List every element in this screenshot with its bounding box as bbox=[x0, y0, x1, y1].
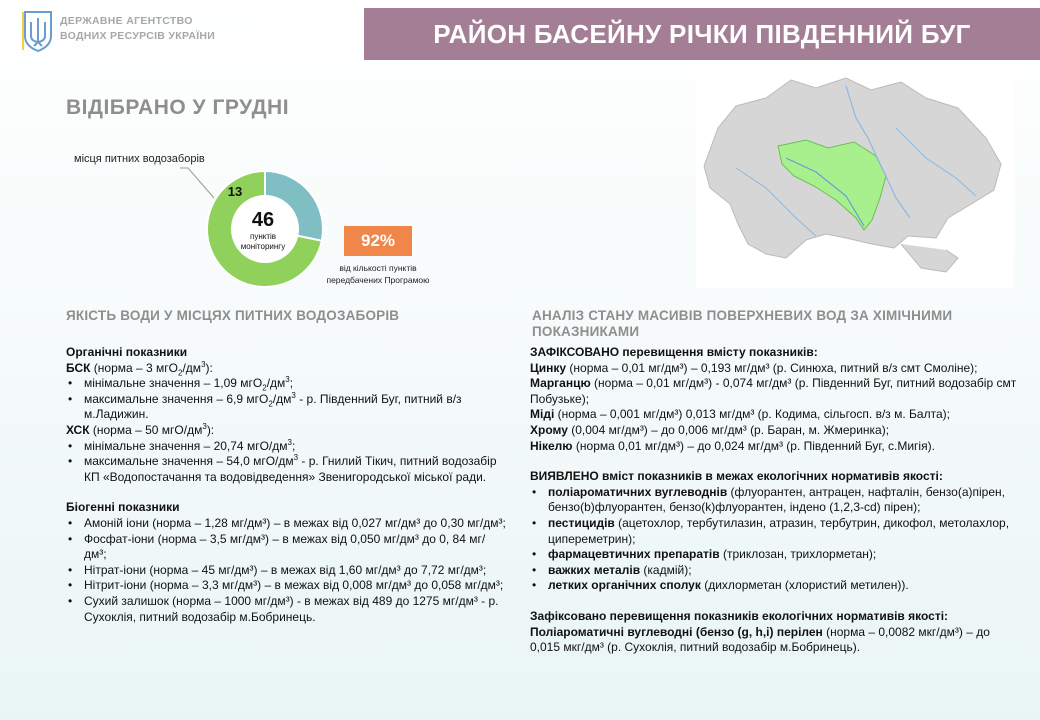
percent-value: 92% bbox=[360, 231, 396, 250]
eco-title: Зафіксовано перевищення показників екологічних нормативів якості: bbox=[530, 608, 949, 623]
list-item: • Нітрит-іони (норма – 3,3 мг/дм³) – в межах від 0,008 мг/дм³ до 0,058 мг/дм³; bbox=[66, 578, 506, 594]
bsk-list bbox=[66, 376, 506, 423]
title-banner bbox=[364, 8, 1040, 60]
donut-caption-2: моніторингу bbox=[240, 242, 286, 251]
surface-water-analysis-block bbox=[530, 345, 1020, 656]
list-item: • Фосфат-іони (норма – 3,5 мг/дм³) – в межах від 0,050 мг/дм³ до 0, 84 мг/дм³; bbox=[66, 532, 506, 563]
nickel-row: Нікелю (норма 0,01 мг/дм³) – до 0,024 мг/дм³ (р. Південний Буг, с.Мигія). bbox=[530, 438, 935, 453]
xsk-list bbox=[66, 439, 506, 486]
biogenic-list bbox=[66, 516, 506, 625]
list-item: • мінімальне значення – 20,74 мгО/$дм^3$; bbox=[66, 439, 506, 455]
copper-row: Міді (норма – 0,001 мг/дм³) 0,013 мг/дм³ (р. Кодима, сільгосп. в/з м. Балта); bbox=[530, 407, 950, 422]
agency-line-1: ДЕРЖАВНЕ АГЕНТСТВО bbox=[60, 15, 193, 27]
list-item: • летких органічних сполук (дихлорметан (хлористий метилен)). bbox=[530, 578, 1020, 594]
list-item: • максимальне значення – 54,0 мгО/$дм^3$ - р. Гнилий Тікич, питний водозабір КП «Водопостачання та водовідведення» Звенигородської міської ради. bbox=[66, 454, 506, 485]
detected-list bbox=[530, 485, 1020, 594]
exceed-title: ЗАФІКСОВАНО перевищення вмісту показників: bbox=[530, 345, 818, 359]
percent-badge bbox=[344, 226, 412, 256]
detected-title: ВИЯВЛЕНО вміст показників в межах екологічних нормативів якості: bbox=[530, 469, 943, 484]
list-item: • фармацевтичних препаратів (триклозан, трихлорметан); bbox=[530, 547, 1020, 563]
page-title: РАЙОН БАСЕЙНУ РІЧКИ ПІВДЕННИЙ БУГ bbox=[433, 18, 971, 49]
biogenic-title: Біогенні показники bbox=[66, 500, 180, 515]
zinc-row: Цинку (норма – 0,01 мг/дм³) – 0,193 мг/дм³ (р. Синюха, питний в/з смт Смоліне); bbox=[530, 360, 978, 375]
monitoring-donut-chart bbox=[196, 160, 334, 298]
list-item: • Амоній іони (норма – 1,28 мг/дм³) – в межах від 0,027 мг/дм³ до 0,30 мг/дм³; bbox=[66, 516, 506, 532]
donut-callout-label: місця питних водозаборів bbox=[74, 153, 205, 165]
list-item: • пестицидів (ацетохлор, тербутилазин, атразин, тербутрин, дикофол, метолахлор, ципереметрин); bbox=[530, 516, 1020, 547]
list-item: • максимальне значення – 6,9 $мгО_2/дм^3$ - р. Південний Буг, питний в/з м.Ладижин. bbox=[66, 392, 506, 423]
list-item: • поліароматичних вуглеводнів (флуорантен, антрацен, нафталін, бензо(а)пірен, бензо(b)флуорантен, бензо(k)флуорантен, індено (1,2,3-cd) пірен); bbox=[530, 485, 1020, 516]
donut-caption-1: пунктів bbox=[249, 232, 277, 241]
list-item: • важких металів (кадмій); bbox=[530, 563, 1020, 579]
list-item: • Сухий залишок (норма – 1000 мг/дм³) - в межах від 489 до 1275 мг/дм³ - р. Сухоклія, питний водозабір м.Бобринець. bbox=[66, 594, 506, 625]
right-column-heading: АНАЛІЗ СТАНУ МАСИВІВ ПОВЕРХНЕВИХ ВОД ЗА ХІМІЧНИМИ ПОКАЗНИКАМИ bbox=[532, 308, 953, 339]
xsk-norm: ХСК (норма – 50 мгО/$дм^3$): bbox=[66, 421, 215, 437]
manganese-row: Марганцю (норма – 0,01 мг/дм³) - 0,074 мг/дм³ (р. Південний Буг, питний водозабір смт Побузьке); bbox=[530, 376, 1017, 406]
agency-name bbox=[60, 14, 215, 44]
section-title: ВІДІБРАНО У ГРУДНІ bbox=[66, 96, 290, 119]
water-quality-block bbox=[66, 345, 506, 625]
chromium-row: Хрому (0,004 мг/дм³) – до 0,006 мг/дм³ (р. Баран, м. Жмеринка); bbox=[530, 422, 890, 437]
list-item: • Нітрат-іони (норма – 45 мг/дм³) – в межах від 1,60 мг/дм³ до 7,72 мг/дм³; bbox=[66, 563, 506, 579]
percent-note: від кількості пунктів передбачених Програмою bbox=[326, 263, 430, 285]
left-column-heading: ЯКІСТЬ ВОДИ У МІСЦЯХ ПИТНИХ ВОДОЗАБОРІВ bbox=[66, 308, 400, 323]
agency-line-2: ВОДНИХ РЕСУРСІВ УКРАЇНИ bbox=[60, 30, 216, 42]
eco-row: Поліароматичні вуглеводні (бензо (g, h,i) перілен (норма – 0,0082 мкг/дм³) – до 0,015 мкг/дм³ (р. Сухоклія, питний водозабір м.Бобринець). bbox=[530, 624, 990, 655]
drinking-points-value: 13 bbox=[227, 184, 243, 199]
bsk-norm: БСК (норма – 3 $мгО_2/дм^3$): bbox=[66, 359, 213, 377]
trident-logo-icon bbox=[22, 10, 54, 52]
ukraine-basin-map bbox=[696, 68, 1014, 288]
donut-total: 46 bbox=[251, 209, 275, 231]
organic-title: Органічні показники bbox=[66, 345, 188, 359]
list-item: • мінімальне значення – 1,09 $мгО_2/дм^3$; bbox=[66, 376, 506, 392]
